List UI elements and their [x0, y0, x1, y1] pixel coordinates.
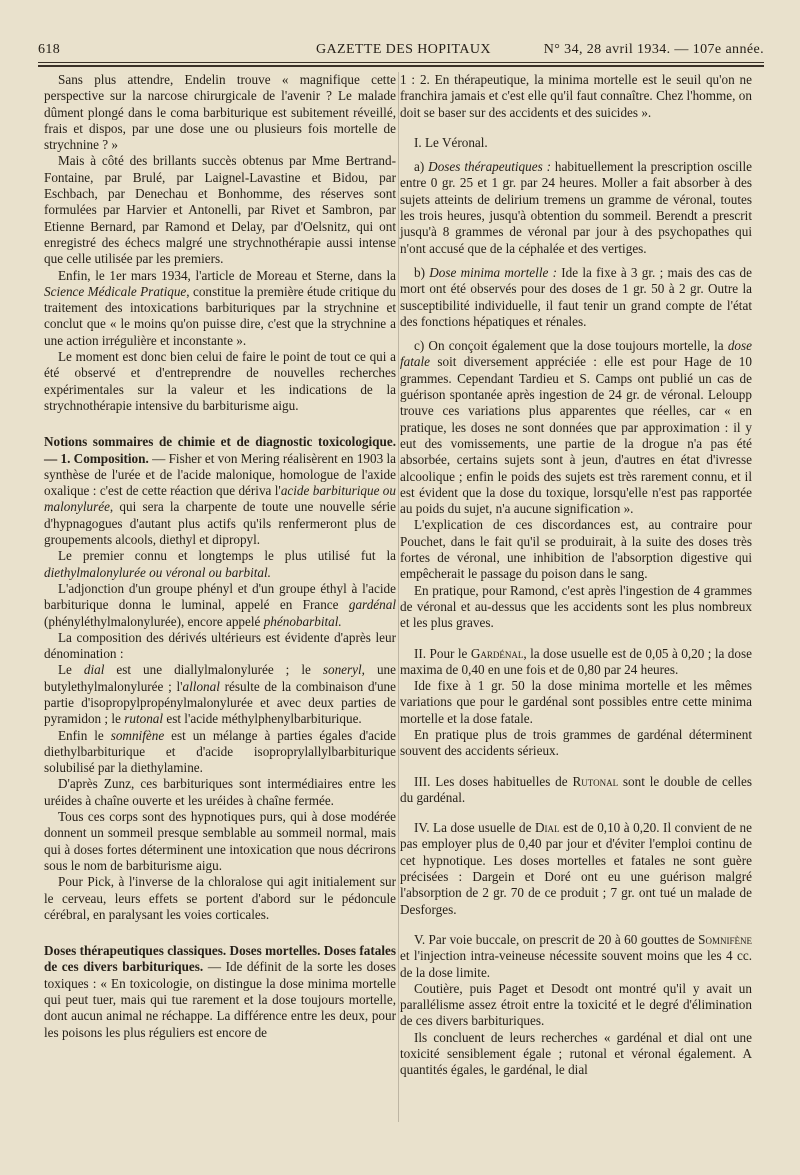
paragraph: Mais à côté des brillants succès obtenus par Mme Bertrand-Fontaine, par Brulé, par Laignel-Lavastine et Bidou, par Eschbach, par Denechau et Bonhomme, des réserves sont formulées par Harvier et Antonelli, par Rivet et Sambron, par Etienne Bernard, par Ramond et Delay, par d'Oelsnitz, qui ont enregistré des échecs malgré une strychnothérapie aussi intense que celle utilisée par les premiers.	[44, 153, 396, 267]
header-rule-top	[38, 62, 764, 63]
journal-title: GAZETTE DES HOPITAUX	[316, 42, 491, 57]
paragraph-somnifene: V. Par voie buccale, on prescrit de 20 à 60 gouttes de Somnifène et l'injection intra-veineuse nécessite souvent moins que les 4 cc. de la dose limite.	[400, 931, 752, 980]
paragraph: En pratique, pour Ramond, c'est après l'ingestion de 4 grammes de véronal et au-dessus que les accidents sont les plus nombreux et les plus graves.	[400, 582, 752, 631]
page-header	[38, 38, 764, 64]
section-heading-composition: Notions sommaires de chimie et de diagnostic toxicologique. — 1. Composition. — Fisher et von Mering réalisèrent en 1903 la synthèse de l'urée et de l'acide malonique, homologue de l'axide oxalique : c'est de cette réaction que dériva l'acide barbiturique ou malonylurée, qui sera la charpente de toute une nouvelle série d'hypnagogues d'autant plus actifs qu'ils renfermeront plus de groupements alcools, diethyl et dipropyl.	[44, 434, 397, 548]
paragraph: En pratique plus de trois grammes de gardénal déterminent souvent des accidents sérieux.	[400, 726, 752, 759]
paragraph: D'après Zunz, ces barbituriques sont intermédiaires entre les uréides à chaîne ouverte et les uréides à chaîne fermée.	[44, 776, 396, 808]
left-column	[44, 72, 396, 1041]
paragraph: Sans plus attendre, Endelin trouve « magnifique cette perspective sur la narcose chirurgicale de l'avenir ? Le malade dûment plongé dans le coma barbiturique est subitement réveillé, frais et dispos, par une dose une ou plusieurs fois mortelle de strychnine ? »	[44, 72, 396, 153]
paragraph: Tous ces corps sont des hypnotiques purs, qui à dose modérée donnent un sommeil presque semblable au sommeil normal, mais qui à doses fortes déterminent une intoxication que nous décrirons sous le nom de barbiturisme aigu.	[44, 809, 396, 873]
paragraph: Le dial est une diallylmalonylurée ; le soneryl, une butylethylmalonylurée ; l'allonal résulte de la combinaison d'une partie d'isopropylpropénylmalonylurée et avec deux parties de pyramidon ; le rutonal est l'acide méthylphenylbarbiturique.	[44, 662, 396, 727]
right-column	[400, 72, 752, 1079]
header-rule-bottom	[38, 65, 764, 67]
paragraph: Le premier connu et longtemps le plus utilisé fut la diethylmalonylurée ou véronal ou barbital.	[44, 548, 396, 580]
paragraph: 1 : 2. En thérapeutique, la minima mortelle est le seuil qu'on ne franchira jamais et c'est elle qu'il faut connaître. Chez l'homme, on doit se baser sur des accidents et des suicides ».	[400, 72, 752, 120]
paragraph: a) Doses thérapeutiques : habituellement la prescription oscille entre 0 gr. 25 et 1 gr. par 24 heures. Moller a fait absorber à des sujets atteints de delirium tremens un gramme de véronal, toutes les trois heures, jusqu'à obtention du sommeil. Berendt a prescrit jusqu'à 8 grammes de véronal par jour à des psychopathes qui n'ont accusé que de la céphalée et des vertiges.	[400, 159, 752, 256]
section-heading-doses: Doses thérapeutiques classiques. Doses mortelles. Doses fatales de ces divers barbituriques. — Ide définit de la sorte les doses toxiques : « En toxicologie, on distingue la dose minima mortelle qui peut tuer, mais qui tue rarement et la dose toujours mortelle, dont aucun animal ne réchappe. La différence entre les deux, pour les poisons les plus réguliers est encore de	[44, 943, 396, 1040]
paragraph-rutonal: III. Les doses habituelles de Rutonal sont le double de celles du gardénal.	[400, 773, 752, 805]
paragraph: Coutière, puis Paget et Desodt ont montré qu'il y avait un parallélisme assez étroit entre la toxicité et le degré d'élimination de ces divers barbituriques.	[400, 980, 752, 1029]
paragraph: Ide fixe à 1 gr. 50 la dose minima mortelle et les mêmes variations que pour le gardénal sont possibles entre cette minima mortelle et la dose fatale.	[400, 678, 752, 726]
paragraph: L'explication de ces discordances est, au contraire pour Pouchet, dans le fait qu'il se produirait, à la suite des doses très fortes de véronal, une inhibition de l'absorption digestive qui empêcherait le passage du poison dans le sang.	[400, 517, 752, 582]
paragraph: La composition des dérivés ultérieurs est évidente d'après leur dénomination :	[44, 629, 396, 662]
paragraph: Le moment est donc bien celui de faire le point de tout ce qui a été observé et d'entreprendre de nouvelles recherches expérimentales sur la valeur et les indications de la strychnothérapie intensive du barbiturisme aigu.	[44, 349, 396, 413]
paragraph: Ils concluent de leurs recherches « gardénal et dial ont une toxicité sensiblement égale ; rutonal et véronal également. A quantités égales, le gardénal, le dial	[400, 1029, 752, 1078]
paragraph: Enfin le somnifène est un mélange à parties égales d'acide diethylbarbiturique et d'acide isoproprylallylbarbiturique solubilisé par la diethylamine.	[44, 727, 396, 776]
paragraph: L'adjonction d'un groupe phényl et d'un groupe éthyl à l'acide barbiturique donna le luminal, appelé en France gardénal (phényléthylmalonylurée), encore appelé phénobarbital.	[44, 580, 396, 629]
column-divider	[398, 72, 399, 1122]
paragraph: Pour Pick, à l'inverse de la chloralose qui agit initialement sur le cerveau, leurs effets se portent d'abord sur le pédoncule cérébral, en paralysant les voies corticales.	[44, 874, 396, 922]
subheading-veronal: I. Le Véronal.	[414, 134, 488, 150]
paragraph: b) Dose minima mortelle : Ide la fixe à 3 gr. ; mais des cas de mort ont été observés pour des doses de 1 gr. 50 à 2 gr. Outre la susceptibilité individuelle, il faut tenir un grand compte de l'état des fonctions hépatiques et rénales.	[400, 264, 752, 329]
paragraph-dial: IV. La dose usuelle de Dial est de 0,10 à 0,20. Il convient de ne pas employer plus de 0,40 par jour et d'éviter l'emploi continu de cet hypnotique. Les doses mortelles et fatales ne sont guère précisées : Dargein et Doré ont eu une guérison malgré l'absorption de 2 gr. 70 de ce produit ; 7 gr. ont tué un malade de Desforges.	[400, 820, 752, 917]
paragraph: c) On conçoit également que la dose toujours mortelle, la dose fatale soit diversement appréciée : elle est pour Hage de 10 grammes. Cependant Tardieu et S. Camps ont publié un cas de guérison spontanée après ingestion de 24 gr. de véronal. Leloupp trouve ces variations plus apparentes que réelles, car « en pratique, les doses ne sont données que par approximation : il y eut des vomissements, une partie de la drogue n'a pas été absorbée, certains sujets sont à jeun, d'autres en état d'ivresse alcoolique ; enfin le poids des sujets est très rarement connu, et il est évident que la dose du toxique, lorsqu'elle n'est pas rapportée au poids du sujet, n'a aucune signification ».	[400, 338, 752, 517]
paragraph-gardenal: II. Pour le Gardénal, la dose usuelle est de 0,05 à 0,20 ; la dose maxima de 0,40 en une fois et de 0,80 par 24 heures.	[400, 645, 752, 677]
page-number: 618	[38, 42, 61, 57]
issue-info: N° 34, 28 avril 1934. — 107e année.	[543, 42, 764, 57]
paragraph: Enfin, le 1er mars 1934, l'article de Moreau et Sterne, dans la Science Médicale Pratique, constitue la première étude critique du traitement des intoxications barbituriques par la strychnine et conclut que « le moins qu'on puisse dire, c'est que la strychnine a une action irrégulière et inconstante ».	[44, 267, 396, 348]
